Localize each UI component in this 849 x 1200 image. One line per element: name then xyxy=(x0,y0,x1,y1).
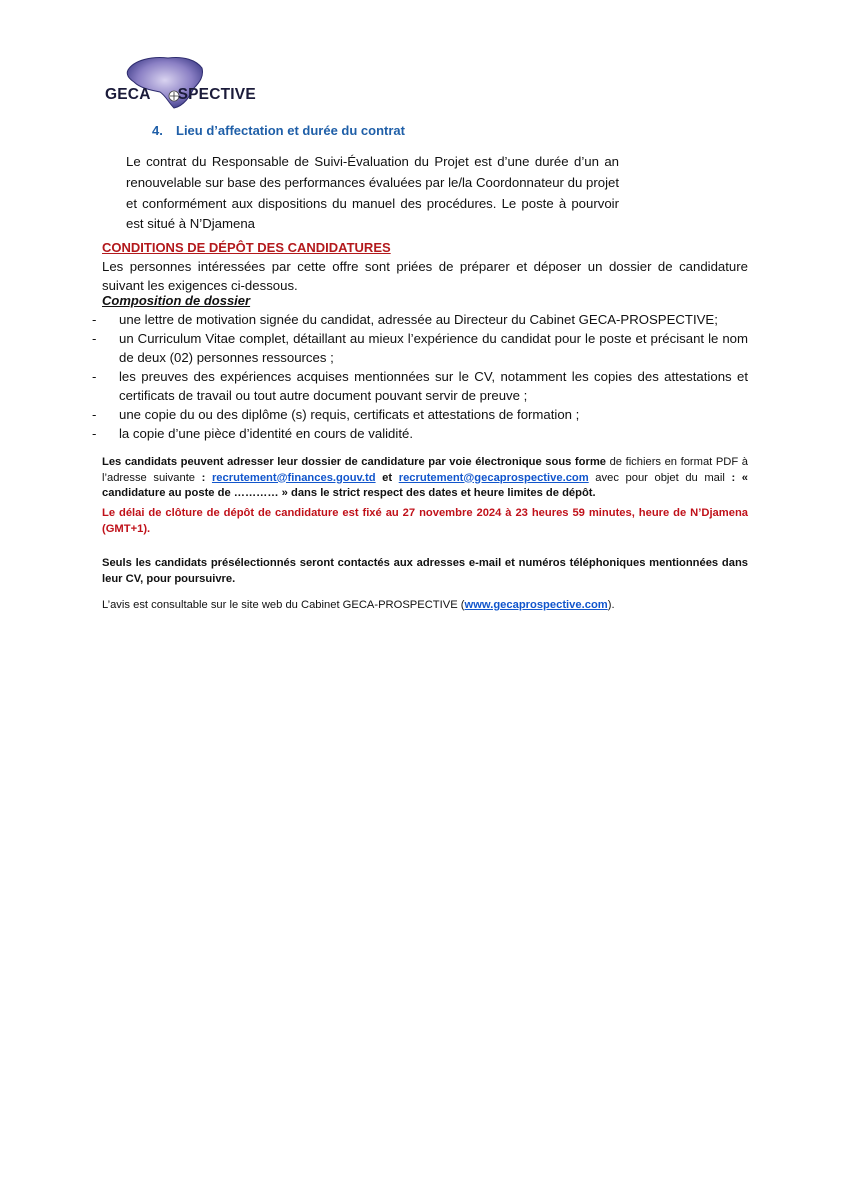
composition-list xyxy=(92,310,748,443)
submission-text-2: avec pour objet du mail xyxy=(588,471,732,484)
logo-text-left: GECA xyxy=(105,86,151,103)
list-item xyxy=(92,310,748,329)
submission-and: et xyxy=(375,471,399,484)
avis-text: L’avis est consultable sur le site web du Cabinet GECA-PROSPECTIVE ( xyxy=(102,599,465,611)
email-link-geca[interactable]: recrutement@gecaprospective.com xyxy=(398,471,589,484)
website-link[interactable]: www.gecaprospective.com xyxy=(464,599,608,611)
avis-end: ). xyxy=(607,599,615,611)
submission-bold-intro: Les candidats peuvent adresser leur dossier de candidature par voie électronique sous forme xyxy=(102,456,607,468)
bullet-dash: - xyxy=(92,426,97,441)
bullet-dash: - xyxy=(92,312,97,327)
list-item xyxy=(92,424,748,443)
logo xyxy=(100,52,270,110)
list-item xyxy=(92,367,748,405)
composition-heading: Composition de dossier xyxy=(102,293,251,308)
email-link-finances[interactable]: recrutement@finances.gouv.td xyxy=(211,471,376,484)
bullet-dash: - xyxy=(92,407,97,422)
section-4-title: Lieu d’affectation et durée du contrat xyxy=(176,123,405,138)
submission-text-1: de fichiers en format PDF à l’adresse suivante xyxy=(102,456,748,484)
submission-colon: : xyxy=(201,471,206,484)
logo-text xyxy=(105,86,256,104)
logo-text-right: SPECTIVE xyxy=(177,86,256,103)
list-item-text: la copie d’une pièce d’identité en cours de validité. xyxy=(119,426,413,441)
list-item-text: une lettre de motivation signée du candidat, adressée au Directeur du Cabinet GECA-PROSPECTIVE; xyxy=(119,312,718,327)
conditions-intro: Les personnes intéressées par cette offre sont priées de préparer et déposer un dossier de candidature suivant les exigences ci-dessous. xyxy=(102,259,748,293)
submission-subject: : « candidature au poste de ………… » dans le strict respect des dates et heure limites de dépôt. xyxy=(102,471,749,499)
conditions-heading: CONDITIONS DE DÉPÔT DES CANDIDATURES xyxy=(102,240,391,255)
list-item xyxy=(92,329,748,367)
section-4-heading xyxy=(152,123,405,138)
selected-candidates-paragraph: Seuls les candidats présélectionnés seront contactés aux adresses e-mail et numéros téléphoniques mentionnées dans leur CV, pour poursuivre. xyxy=(102,557,748,585)
bullet-dash: - xyxy=(92,369,97,384)
deadline-paragraph: Le délai de clôture de dépôt de candidature est fixé au 27 novembre 2024 à 23 heures 59 minutes, heure de N’Djamena (GMT+1). xyxy=(102,507,748,535)
list-item xyxy=(92,405,748,424)
section-4-paragraph: Le contrat du Responsable de Suivi-Évaluation du Projet est d’une durée d’un an renouvelable sur base des performances évaluées par le/la Coordonnateur du projet et conformément aux dispositions du manuel des procédures. Le poste à pourvoir est situé à N’Djamena xyxy=(126,154,619,232)
bullet-dash: - xyxy=(92,331,97,346)
list-item-text: une copie du ou des diplôme (s) requis, certificats et attestations de formation ; xyxy=(119,407,580,422)
avis-paragraph xyxy=(102,598,748,614)
list-item-text: les preuves des expériences acquises mentionnées sur le CV, notamment les copies des attestations et certificats de travail ou tout autre document pouvant servir de preuve ; xyxy=(119,369,748,403)
submission-paragraph xyxy=(102,455,748,502)
list-item-text: un Curriculum Vitae complet, détaillant au mieux l’expérience du candidat pour le poste et précisant le nom de deux (02) personnes ressources ; xyxy=(119,331,748,365)
section-4-number: 4. xyxy=(152,123,163,138)
